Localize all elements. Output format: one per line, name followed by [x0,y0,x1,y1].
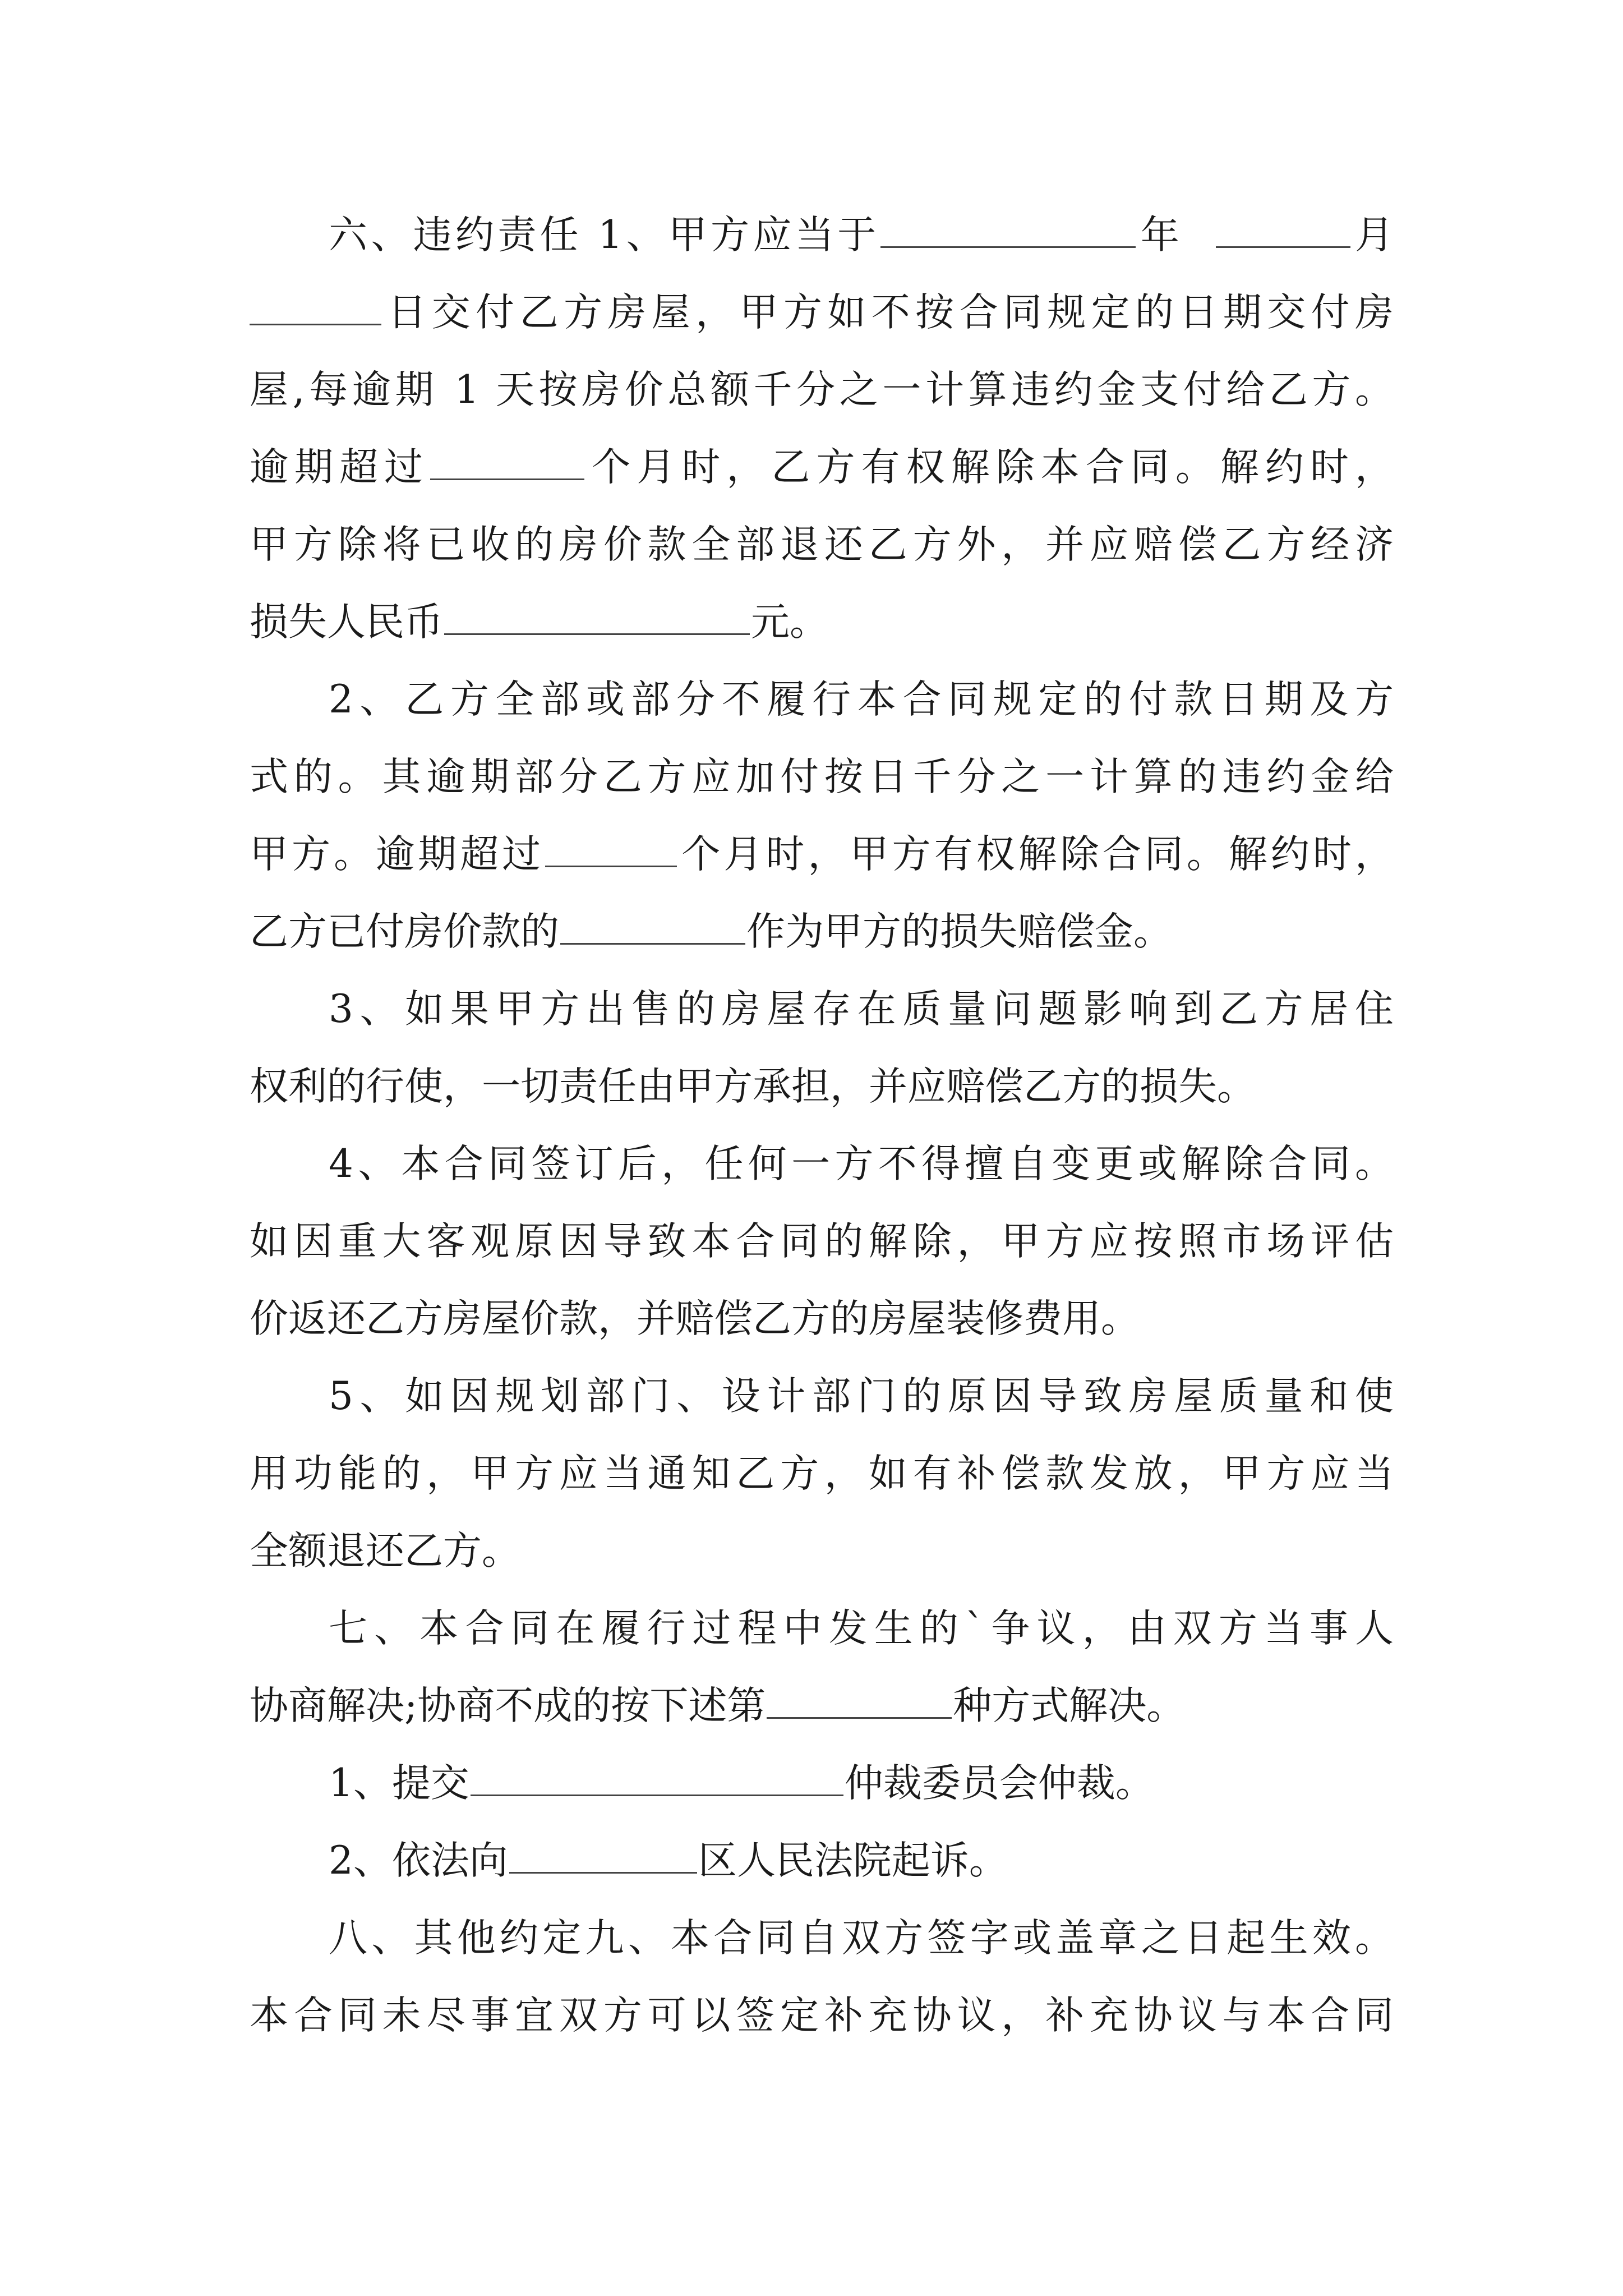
text-line: 甲方除将已收的房价款全部退还乙方外，并应赔偿乙方经济 [250,522,1394,567]
text-line: 用功能的，甲方应当通知乙方，如有补偿款发放，甲方应当 [250,1451,1394,1496]
text-line: 乙方已付房价款的 作为甲方的损失赔偿金。 [250,909,1172,954]
fill-in-blank [509,1839,697,1874]
text-line: 七、本合同在履行过程中发生的`争议，由双方当事人 [329,1606,1394,1651]
fill-in-blank [250,291,381,325]
text-line: 全额退还乙方。 [250,1529,520,1573]
text-line: 损失人民币 元。 [250,600,828,645]
text-line: 式的。其逾期部分乙方应加付按日千分之一计算的违约金给 [250,754,1394,799]
text-line: 4、本合同签订后，任何一方不得擅自变更或解除合同。 [329,1142,1394,1186]
fill-in-blank [560,910,745,945]
text-line: 逾期超过 个月时，乙方有权解除本合同。解约时， [250,445,1394,490]
text-line: 日交付乙方房屋，甲方如不按合同规定的日期交付房 [250,274,1394,351]
fill-in-blank [444,601,750,635]
fill-in-blank [880,214,1136,248]
text-line: 如因重大客观原因导致本合同的解除，甲方应按照市场评估 [250,1219,1394,1264]
text-line: 甲方。逾期超过 个月时，甲方有权解除合同。解约时， [250,832,1394,877]
text-line: 八、其他约定九、本合同自双方签字或盖章之日起生效。 [329,1916,1394,1961]
text-line: 2、乙方全部或部分不履行本合同规定的付款日期及方 [329,677,1394,722]
text-line: 六、违约责任 1、甲方应当于 年 月 [329,213,1394,257]
text-line: 屋,每逾期 1 天按房价总额千分之一计算违约金支付给乙方。 [250,367,1394,412]
text-line: 2、依法向 区人民法院起诉。 [329,1838,1008,1883]
text-line: 权利的行使，一切责任由甲方承担，并应赔偿乙方的损失。 [250,1064,1256,1109]
text-line: 协商解决;协商不成的按下述第 种方式解决。 [250,1683,1186,1728]
text-line: 1、提交 仲裁委员会仲裁。 [329,1761,1154,1806]
text-line: 本合同未尽事宜双方可以签定补充协议，补充协议与本合同 [250,1993,1394,2038]
fill-in-blank [1216,214,1350,248]
text-line: 5、如因规划部门、设计部门的原因导致房屋质量和使 [329,1374,1394,1419]
contract-text [250,196,1394,2054]
fill-in-blank [767,1685,952,1719]
text-line: 3、如果甲方出售的房屋存在质量问题影响到乙方居住 [329,987,1394,1032]
fill-in-blank [430,446,584,480]
fill-in-blank [545,833,677,867]
text-line: 价返还乙方房屋价款，并赔偿乙方的房屋装修费用。 [250,1296,1140,1341]
fill-in-blank [471,1762,843,1796]
